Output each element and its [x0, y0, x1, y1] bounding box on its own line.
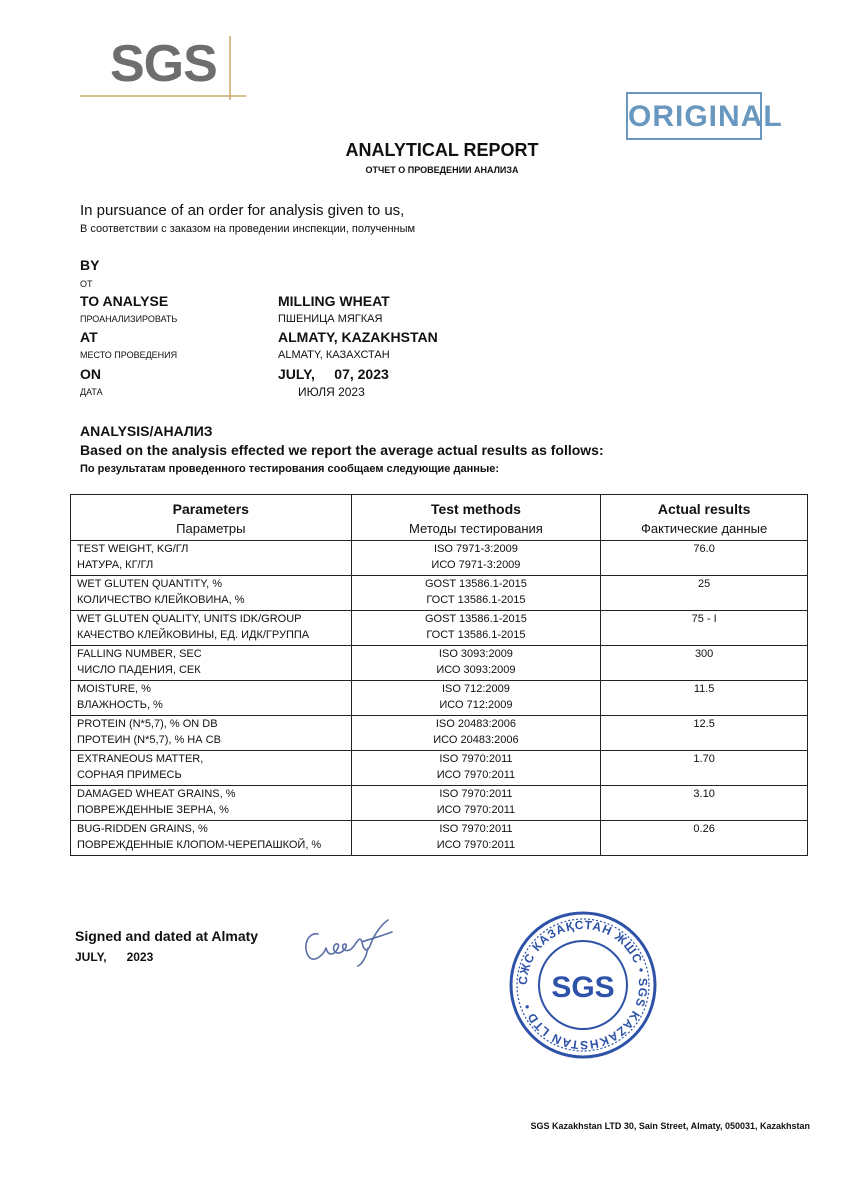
logo-text: SGS — [110, 35, 217, 93]
based-on-en: Based on the analysis effected we report the average actual results as follows: — [80, 442, 604, 458]
result-cell — [601, 646, 808, 681]
param-cell — [71, 611, 352, 646]
param-cell — [71, 716, 352, 751]
field-label-at: AT — [80, 329, 98, 345]
param-ru: КАЧЕСТВО КЛЕЙКОВИНЫ, ЕД. ИДК/ГРУППА — [77, 629, 310, 641]
param-en: FALLING NUMBER, SEC — [77, 648, 202, 660]
param-ru: КОЛИЧЕСТВО КЛЕЙКОВИНА, % — [77, 594, 245, 606]
method-en: ISO 7970:2011 — [439, 823, 513, 835]
header-ru: Параметры — [176, 521, 246, 536]
param-cell — [71, 576, 352, 611]
param-en: WET GLUTEN QUALITY, UNITS IDK/GROUP — [77, 613, 302, 625]
result-value: 25 — [698, 578, 711, 590]
method-en: ISO 712:2009 — [441, 683, 510, 695]
param-cell — [71, 751, 352, 786]
param-cell — [71, 681, 352, 716]
param-en: EXTRANEOUS MATTER, — [77, 753, 204, 765]
result-value: 3.10 — [693, 788, 715, 800]
method-en: ISO 7971-3:2009 — [434, 543, 518, 555]
param-ru: СОРНАЯ ПРИМЕСЬ — [77, 769, 182, 781]
signed-label: Signed and dated at Almaty — [75, 928, 259, 944]
title-ru: ОТЧЕТ О ПРОВЕДЕНИИ АНАЛИЗА — [365, 165, 519, 175]
param-en: PROTEIN (N*5,7), % ON DB — [77, 718, 218, 730]
based-on-ru: По результатам проведенного тестирования сообщаем следующие данные: — [80, 463, 500, 475]
param-en: WET GLUTEN QUANTITY, % — [77, 578, 223, 590]
table-row — [71, 786, 808, 821]
method-ru: ИСО 20483:2006 — [433, 734, 519, 746]
method-en: GOST 13586.1-2015 — [424, 578, 527, 590]
header-ru: Фактические данные — [641, 521, 768, 536]
result-cell — [601, 576, 808, 611]
field-value-on: JULY, 07, 2023 — [278, 366, 389, 382]
pursuance-ru: В соответствии с заказом на проведении инспекции, полученным — [80, 223, 416, 235]
result-value: 11.5 — [693, 683, 715, 695]
footer-address: SGS Kazakhstan LTD 30, Sain Street, Almaty, 050031, Kazakhstan — [530, 1121, 810, 1131]
param-cell — [71, 541, 352, 576]
method-ru: ГОСТ 13586.1-2015 — [426, 629, 526, 641]
method-ru: ИСО 7970:2011 — [436, 804, 516, 816]
field-label-on: ON — [80, 366, 101, 382]
header-results — [601, 495, 808, 541]
param-ru: ЧИСЛО ПАДЕНИЯ, СЕК — [77, 664, 201, 676]
table-row — [71, 681, 808, 716]
seal-ring-text: СЖС КАЗАҚСТАН ЖШС • SGS KAZAKHSTAN LTD • — [515, 917, 651, 1053]
analysis-heading: ANALYSIS/АНАЛИЗ — [80, 423, 213, 439]
param-ru: ПОВРЕЖДЕННЫЕ КЛОПОМ-ЧЕРЕПАШКОЙ, % — [77, 839, 322, 851]
report-title — [0, 140, 848, 175]
field-label-by: BY — [80, 257, 100, 273]
param-cell — [71, 786, 352, 821]
header-parameters — [71, 495, 352, 541]
table-row — [71, 821, 808, 856]
field-value-at-ru: ALMATY, КАЗАХСТАН — [278, 349, 390, 361]
method-ru: ИСО 7970:2011 — [436, 839, 516, 851]
seal-graphic — [508, 910, 658, 1060]
method-cell — [351, 681, 601, 716]
table-row — [71, 646, 808, 681]
param-cell — [71, 646, 352, 681]
result-value: 76.0 — [693, 543, 715, 555]
field-label-analyse-ru: ПРОАНАЛИЗИРОВАТЬ — [80, 314, 178, 324]
result-value: 12.5 — [693, 718, 715, 730]
field-value-analyse: MILLING WHEAT — [278, 293, 390, 309]
method-ru: ИСО 7971-3:2009 — [431, 559, 521, 571]
method-cell — [351, 541, 601, 576]
original-stamp: ORIGINAL — [626, 92, 762, 140]
method-ru: ИСО 3093:2009 — [436, 664, 516, 676]
method-en: ISO 20483:2006 — [435, 718, 516, 730]
field-label-analyse: TO ANALYSE — [80, 293, 169, 309]
table-row — [71, 576, 808, 611]
result-cell — [601, 786, 808, 821]
param-ru: ПРОТЕИН (N*5,7), % НА СВ — [77, 734, 221, 746]
result-cell — [601, 611, 808, 646]
param-ru: НАТУРА, КГ/ГЛ — [77, 559, 154, 571]
result-value: 1.70 — [693, 753, 715, 765]
header-ru: Методы тестирования — [409, 521, 543, 536]
result-value: 0.26 — [693, 823, 715, 835]
method-ru: ИСО 7970:2011 — [436, 769, 516, 781]
method-ru: ИСО 712:2009 — [439, 699, 513, 711]
method-en: GOST 13586.1-2015 — [424, 613, 527, 625]
param-cell — [71, 821, 352, 856]
result-value: 75 - I — [691, 613, 717, 625]
param-ru: ПОВРЕЖДЕННЫЕ ЗЕРНА, % — [77, 804, 229, 816]
field-label-by-ru: ОТ — [80, 279, 93, 289]
signature-image — [296, 912, 406, 972]
pursuance-en: In pursuance of an order for analysis given to us, — [80, 202, 405, 219]
signed-date: JULY, 2023 — [75, 950, 154, 964]
table-row — [71, 541, 808, 576]
result-cell — [601, 751, 808, 786]
param-en: TEST WEIGHT, KG/ГЛ — [77, 543, 189, 555]
field-label-on-ru: ДАТА — [80, 387, 103, 397]
field-value-at: ALMATY, KAZAKHSTAN — [278, 329, 438, 345]
result-cell — [601, 541, 808, 576]
method-en: ISO 7970:2011 — [439, 788, 513, 800]
result-cell — [601, 821, 808, 856]
table-row — [71, 716, 808, 751]
title-en: ANALYTICAL REPORT — [345, 140, 539, 160]
method-cell — [351, 821, 601, 856]
header-en: Actual results — [657, 501, 751, 517]
method-cell — [351, 646, 601, 681]
header-methods — [351, 495, 601, 541]
result-cell — [601, 681, 808, 716]
method-ru: ГОСТ 13586.1-2015 — [426, 594, 526, 606]
company-seal — [508, 910, 658, 1060]
param-en: DAMAGED WHEAT GRAINS, % — [77, 788, 236, 800]
result-value: 300 — [694, 648, 714, 660]
method-cell — [351, 751, 601, 786]
table-header-row — [71, 495, 808, 541]
header-en: Parameters — [172, 501, 249, 517]
field-label-at-ru: МЕСТО ПРОВЕДЕНИЯ — [80, 350, 178, 360]
seal-center-text: SGS — [551, 971, 615, 1004]
param-en: BUG-RIDDEN GRAINS, % — [77, 823, 208, 835]
field-value-analyse-ru: ПШЕНИЦА МЯГКАЯ — [278, 313, 383, 325]
param-ru: ВЛАЖНОСТЬ, % — [77, 699, 163, 711]
param-en: MOISTURE, % — [77, 683, 151, 695]
method-cell — [351, 576, 601, 611]
method-en: ISO 3093:2009 — [438, 648, 513, 660]
method-en: ISO 7970:2011 — [439, 753, 513, 765]
table-row — [71, 751, 808, 786]
table-row — [71, 611, 808, 646]
method-cell — [351, 611, 601, 646]
method-cell — [351, 786, 601, 821]
result-cell — [601, 716, 808, 751]
field-value-on-ru: ИЮЛЯ 2023 — [298, 385, 365, 399]
header-en: Test methods — [430, 501, 521, 517]
sgs-logo — [80, 32, 248, 100]
method-cell — [351, 716, 601, 751]
results-table — [70, 494, 808, 856]
